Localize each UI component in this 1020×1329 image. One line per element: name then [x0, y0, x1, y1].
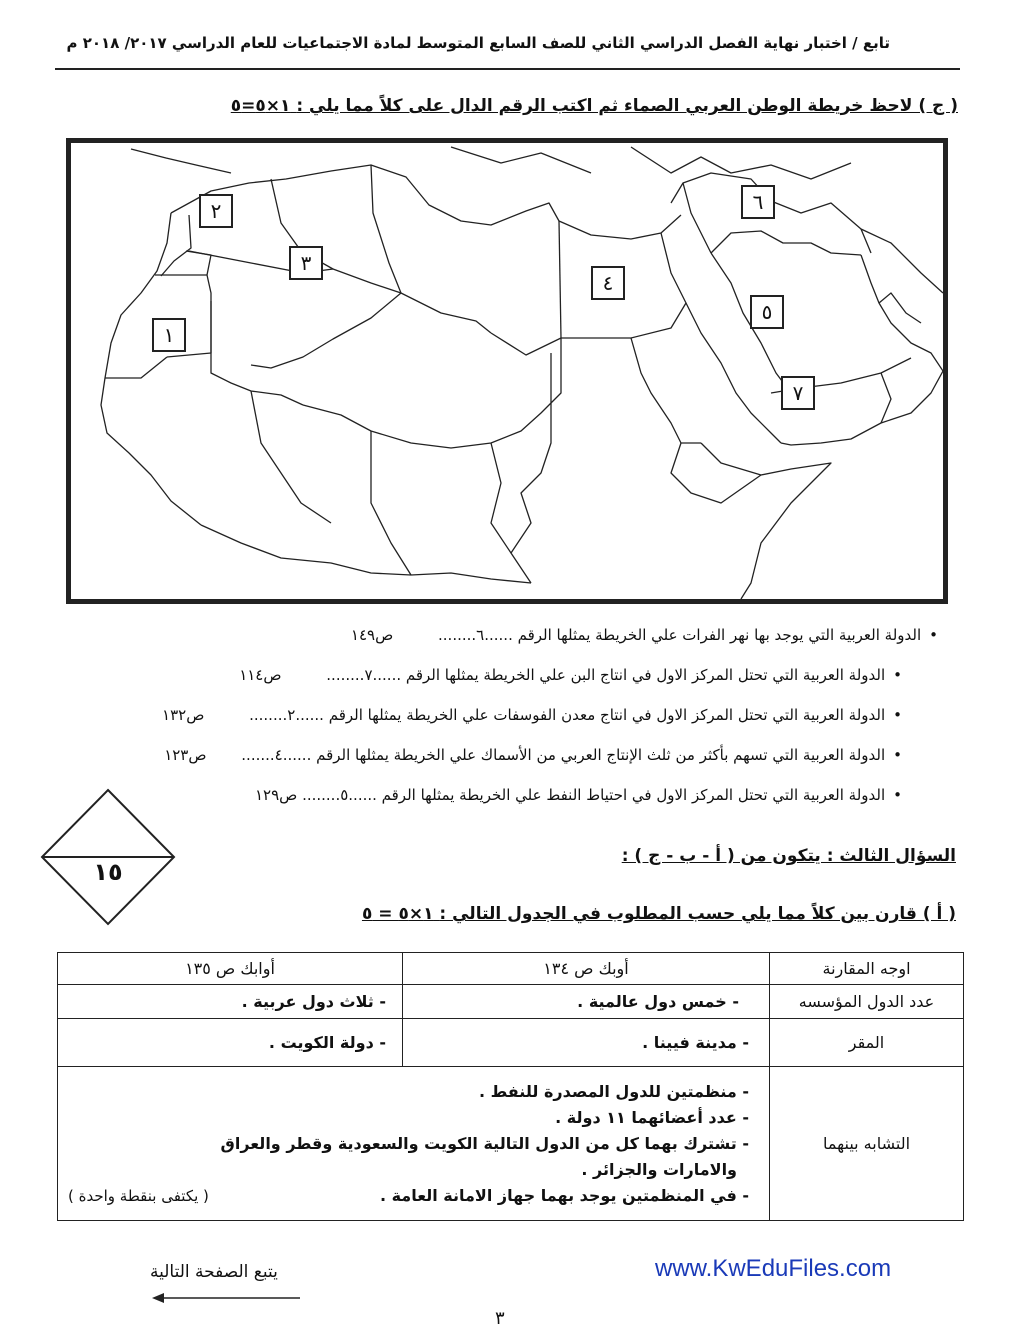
question-text: الدولة العربية التي تسهم بأكثر من ثلث الإنتاج العربي من الأسماك علي الخريطة يمثلها الرقم ......٤.......	[241, 746, 886, 764]
similarity-last-row	[68, 1183, 749, 1209]
map-label-box-5: ٥	[750, 295, 784, 329]
question-page-ref: ص١١٤	[239, 666, 282, 684]
part-a-title-text: ( أ ) قارن بين كلاً مما يلي حسب المطلوب في الجدول التالي :	[439, 904, 956, 924]
cell-opec: - مدينة فيينا .	[403, 1019, 770, 1067]
next-page-note: يتبع الصفحة التالية	[150, 1262, 278, 1282]
map-label-box-2: ٢	[199, 194, 233, 228]
map-label-box-1: ١	[152, 318, 186, 352]
section-3-title: السؤال الثالث : يتكون من ( أ - ب - ج ) :	[621, 846, 956, 866]
header-opec: أوبك ص ١٣٤	[403, 953, 770, 985]
similarity-line: والامارات والجزائر .	[581, 1159, 737, 1179]
map-label-box-3: ٣	[289, 246, 323, 280]
question-item	[164, 746, 902, 764]
question-item	[351, 626, 938, 644]
bullet-dot: •	[893, 666, 902, 684]
cell-opec: - خمس دول عالمية .	[403, 985, 770, 1019]
comparison-table	[57, 952, 964, 1221]
question-page-ref: ص١٢٣	[164, 746, 207, 764]
row-label: عدد الدول المؤسسه	[770, 985, 964, 1019]
question-item	[255, 786, 902, 804]
section-c-title	[231, 96, 958, 116]
question-item	[162, 706, 902, 724]
diamond-shape	[40, 788, 176, 926]
bullet-dot: •	[893, 706, 902, 724]
score-diamond	[40, 788, 176, 926]
question-text: الدولة العربية التي تحتل المركز الاول في احتياط النفط علي الخريطة يمثلها الرقم ......٥........	[302, 786, 886, 804]
table-row-similarity	[58, 1067, 964, 1221]
website-link[interactable]: www.KwEduFiles.com	[655, 1255, 892, 1282]
header-oapec: أوابك ص ١٣٥	[58, 953, 403, 985]
section-c-marks: ١×٥=٥	[230, 96, 291, 116]
map-label-box-7: ٧	[781, 376, 815, 410]
table-row	[58, 1019, 964, 1067]
bullet-dot: •	[929, 626, 938, 644]
section-c-title-text: ( ج ) لاحظ خريطة الوطن العربي الصماء ثم اكتب الرقم الدال على كلاً مما يلي :	[296, 96, 958, 116]
part-a-marks: ١×٥ = ٥	[361, 904, 434, 924]
page-number: ٣	[495, 1308, 505, 1329]
map-label-box-6: ٦	[741, 185, 775, 219]
row-label: التشابه بينهما	[770, 1067, 964, 1221]
cell-oapec: - دولة الكويت .	[58, 1019, 403, 1067]
score-value: ١٥	[93, 858, 123, 886]
part-a-title	[362, 904, 956, 924]
question-page-ref: ص١٢٩	[254, 786, 298, 804]
table-header-row	[58, 953, 964, 985]
page-header-title: تابع / اختبار نهاية الفصل الدراسي الثاني للصف السابع المتوسط لمادة الاجتماعيات للعام الدراسي ٢٠١٧/ ٢٠١٨ م	[66, 34, 890, 52]
map-label-box-4: ٤	[591, 266, 625, 300]
header-aspects: اوجه المقارنة	[770, 953, 964, 985]
question-item	[239, 666, 902, 684]
question-text: الدولة العربية التي تحتل المركز الاول في انتاج معدن الفوسفات علي الخريطة يمثلها الرقم ......٢........	[249, 706, 886, 724]
question-page-ref: ص١٣٢	[162, 706, 205, 724]
header-divider	[55, 68, 960, 70]
left-arrow-icon	[150, 1290, 300, 1304]
bullet-dot: •	[893, 746, 902, 764]
similarity-cell	[58, 1067, 770, 1221]
similarity-line: - منظمتين للدول المصدرة للنفط .	[479, 1081, 749, 1101]
cell-oapec: - ثلاث دول عربية .	[58, 985, 403, 1019]
question-text: الدولة العربية التي تحتل المركز الاول في انتاج البن علي الخريطة يمثلها الرقم ......٧........	[326, 666, 886, 684]
similarity-line: - عدد أعضائهما ١١ دولة .	[555, 1107, 749, 1127]
question-text: الدولة العربية التي يوجد بها نهر الفرات علي الخريطة يمثلها الرقم ......٦........	[438, 626, 922, 644]
bullet-dot: •	[893, 786, 902, 804]
similarity-line: - تشترك بهما كل من الدول التالية الكويت والسعودية وقطر والعراق	[220, 1133, 749, 1153]
table-row	[58, 985, 964, 1019]
similarity-line: - في المنظمتين يوجد بهما جهاز الامانة العامة .	[379, 1185, 749, 1205]
question-page-ref: ص١٤٩	[350, 626, 394, 644]
row-label: المقر	[770, 1019, 964, 1067]
similarity-note: ( يكتفى بنقطة واحدة )	[68, 1186, 209, 1205]
